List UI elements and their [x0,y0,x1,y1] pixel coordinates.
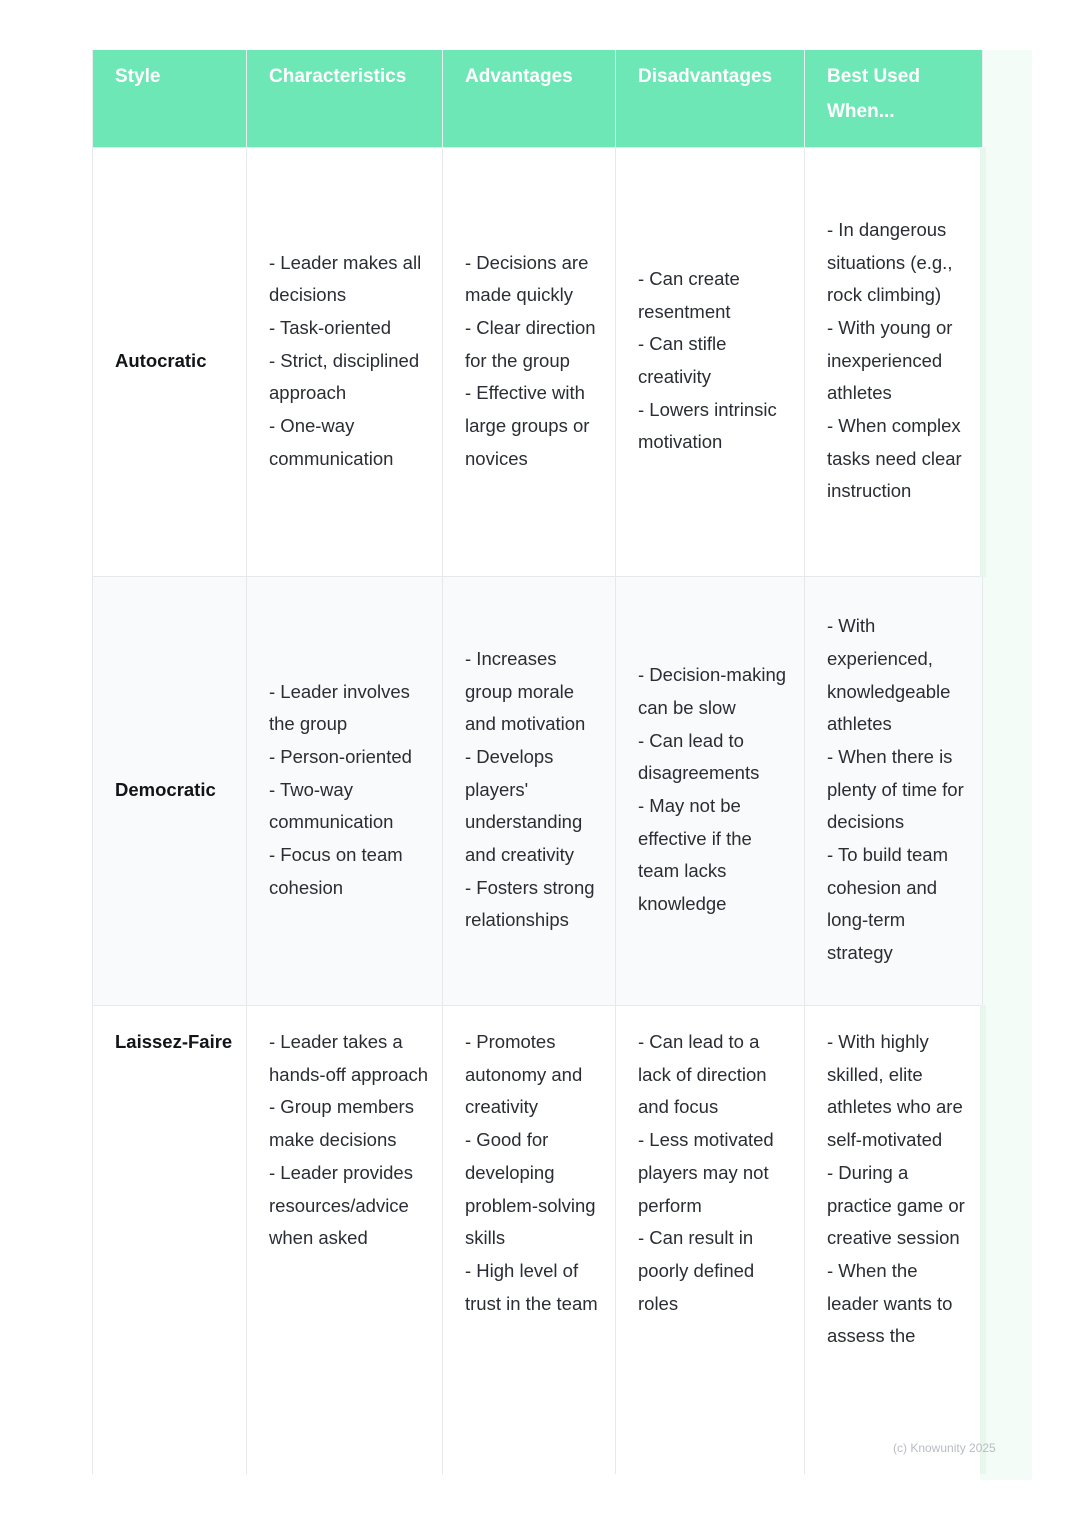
header-best-used-when: Best Used When... [805,50,983,148]
disadvantages-text: - Can lead to a lack of direction and focus - Less motivated players may not perform - Can result in poorly defined roles [638,1031,774,1314]
advantages-cell [443,577,616,1006]
characteristics-cell [247,148,443,577]
copyright-watermark: (c) Knowunity 2025 [893,1441,996,1455]
table-row [93,148,983,577]
best-used-when-text: - In dangerous situations (e.g., rock climbing) - With young or inexperienced athletes - When complex tasks need clear instruction [827,218,962,502]
leadership-styles-table [92,50,986,1474]
characteristics-text: - Leader involves the group - Person-oriented - Two-way communication - Focus on team cohesion [269,680,412,898]
style-name: Laissez-Faire [115,1031,233,1052]
header-disadvantages: Disadvantages [616,50,805,148]
advantages-cell [443,148,616,577]
advantages-text: - Decisions are made quickly - Clear direction for the group - Effective with large groups or novices [465,251,596,469]
table-row [93,1006,983,1475]
best-used-when-cell [805,148,983,577]
style-cell [93,577,247,1006]
table-row [93,577,983,1006]
header-advantages: Advantages [443,50,616,148]
best-used-when-cell [805,1006,983,1475]
advantages-text: - Increases group morale and motivation - Develops players' understanding and creativity - Fosters strong relationships [465,647,595,931]
disadvantages-cell [616,1006,805,1475]
characteristics-cell [247,1006,443,1475]
table-header-row [93,50,983,148]
advantages-text: - Promotes autonomy and creativity - Good for developing problem-solving skills - High level of trust in the team [465,1031,598,1314]
header-style: Style [93,50,247,148]
advantages-cell [443,1006,616,1475]
best-used-when-cell [805,577,983,1006]
best-used-when-text: - With experienced, knowledgeable athletes - When there is plenty of time for decisions - To build team cohesion and long-term strategy [827,615,964,964]
style-name: Autocratic [115,349,207,371]
header-characteristics: Characteristics [247,50,443,148]
disadvantages-cell [616,577,805,1006]
disadvantages-text: - Can create resentment - Can stifle creativity - Lowers intrinsic motivation [638,267,777,453]
style-name: Democratic [115,778,216,800]
characteristics-cell [247,577,443,1006]
characteristics-text: - Leader makes all decisions - Task-oriented - Strict, disciplined approach - One-way communication [269,251,422,469]
disadvantages-text: - Decision-making can be slow - Can lead to disagreements - May not be effective if the team lacks knowledge [638,664,787,915]
characteristics-text: - Leader takes a hands-off approach - Group members make decisions - Leader provides resources/advice when asked [269,1031,429,1249]
style-cell [93,1006,247,1475]
style-cell [93,148,247,577]
page-edge-tint [980,50,1032,1480]
disadvantages-cell [616,148,805,577]
best-used-when-text: - With highly skilled, elite athletes who are self-motivated - During a practice game or creative session - When the leader wants to assess the [827,1031,965,1347]
